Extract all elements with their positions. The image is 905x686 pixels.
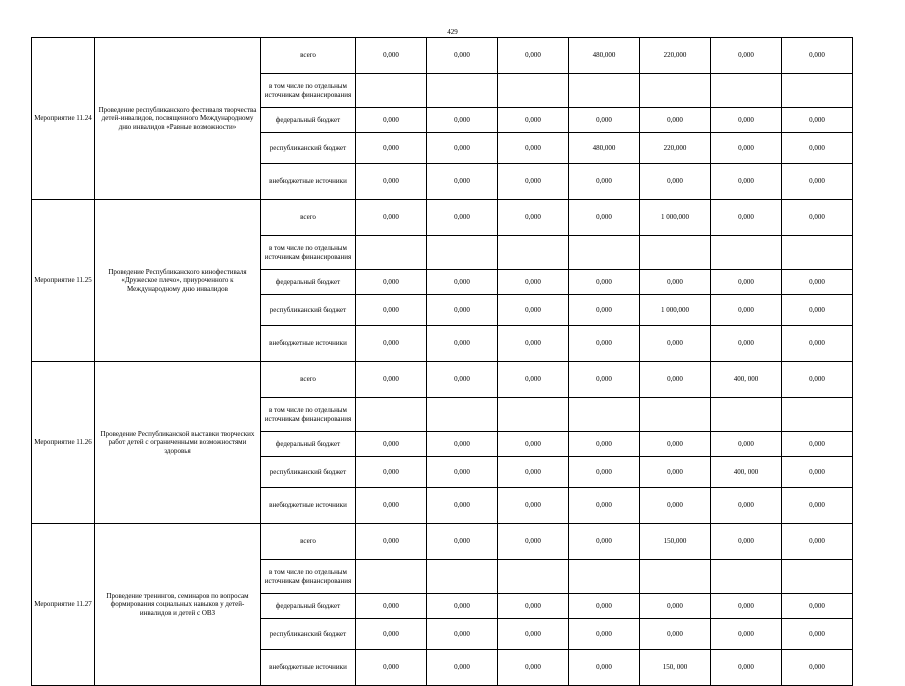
funding-source-label: республиканский бюджет [261,457,356,488]
amount-cell: 0,000 [427,457,498,488]
amount-cell: 0,000 [498,295,569,326]
funding-source-label: всего [261,524,356,560]
funding-source-label: в том числе по отдельным источникам финансирования [261,236,356,270]
amount-cell: 0,000 [427,619,498,650]
table-row [32,200,853,236]
amount-cell [427,398,498,432]
amount-cell [356,560,427,594]
amount-cell: 0,000 [498,362,569,398]
amount-cell [782,398,853,432]
amount-cell: 0,000 [356,650,427,686]
event-code-cell: Мероприятие 11.25 [32,200,95,362]
amount-cell: 0,000 [427,594,498,619]
funding-source-label: республиканский бюджет [261,295,356,326]
amount-cell: 0,000 [498,164,569,200]
amount-cell: 0,000 [356,619,427,650]
amount-cell: 0,000 [782,619,853,650]
amount-cell [640,560,711,594]
amount-cell: 0,000 [640,488,711,524]
amount-cell: 0,000 [427,488,498,524]
amount-cell: 0,000 [782,488,853,524]
amount-cell: 0,000 [782,594,853,619]
amount-cell: 0,000 [711,38,782,74]
amount-cell [498,74,569,108]
amount-cell: 480,000 [569,38,640,74]
amount-cell [782,560,853,594]
amount-cell: 0,000 [356,164,427,200]
page-number: 429 [447,28,458,36]
amount-cell: 0,000 [711,619,782,650]
amount-cell: 0,000 [498,38,569,74]
funding-source-label: всего [261,362,356,398]
amount-cell: 0,000 [569,488,640,524]
amount-cell: 400, 000 [711,457,782,488]
amount-cell: 0,000 [782,650,853,686]
amount-cell: 0,000 [640,164,711,200]
amount-cell: 0,000 [356,326,427,362]
amount-cell: 0,000 [498,619,569,650]
amount-cell: 0,000 [356,133,427,164]
amount-cell: 0,000 [711,108,782,133]
amount-cell: 0,000 [569,619,640,650]
amount-cell: 0,000 [498,326,569,362]
amount-cell: 0,000 [427,650,498,686]
event-description-cell: Проведение республиканского фестиваля творчества детей-инвалидов, посвященного Международному дню инвалидов «Равные возможности» [95,38,261,200]
amount-cell: 0,000 [427,362,498,398]
amount-cell [427,560,498,594]
event-description-cell: Проведение тренингов, семинаров по вопросам формирования социальных навыков у детей-инвалидов и детей с ОВЗ [95,524,261,686]
amount-cell: 0,000 [427,524,498,560]
amount-cell [427,74,498,108]
amount-cell: 0,000 [356,38,427,74]
amount-cell: 0,000 [356,108,427,133]
amount-cell [711,560,782,594]
amount-cell [640,74,711,108]
amount-cell: 0,000 [569,362,640,398]
amount-cell [498,560,569,594]
amount-cell: 0,000 [569,524,640,560]
amount-cell: 0,000 [782,108,853,133]
amount-cell [711,74,782,108]
amount-cell [569,560,640,594]
amount-cell [711,398,782,432]
amount-cell: 1 000,000 [640,295,711,326]
event-description-cell: Проведение Республиканской выставки творческих работ детей с ограниченными возможностями здоровья [95,362,261,524]
amount-cell [569,236,640,270]
funding-table [31,37,853,686]
table-row [32,362,853,398]
amount-cell: 0,000 [427,38,498,74]
amount-cell [498,398,569,432]
amount-cell [498,236,569,270]
amount-cell: 0,000 [640,619,711,650]
amount-cell [356,398,427,432]
amount-cell: 0,000 [782,133,853,164]
amount-cell: 0,000 [640,108,711,133]
amount-cell [569,74,640,108]
amount-cell: 0,000 [356,488,427,524]
amount-cell: 0,000 [356,524,427,560]
amount-cell: 0,000 [782,524,853,560]
amount-cell: 0,000 [569,270,640,295]
amount-cell [427,236,498,270]
amount-cell: 0,000 [498,108,569,133]
funding-source-label: в том числе по отдельным источникам финансирования [261,560,356,594]
amount-cell: 0,000 [427,432,498,457]
funding-source-label: федеральный бюджет [261,270,356,295]
amount-cell: 0,000 [569,457,640,488]
amount-cell: 0,000 [498,200,569,236]
amount-cell [356,236,427,270]
amount-cell: 0,000 [711,488,782,524]
amount-cell [711,236,782,270]
amount-cell: 0,000 [356,270,427,295]
funding-table-body [32,38,853,686]
amount-cell: 0,000 [640,432,711,457]
amount-cell: 0,000 [569,200,640,236]
amount-cell: 0,000 [498,594,569,619]
amount-cell: 0,000 [782,432,853,457]
amount-cell: 0,000 [782,457,853,488]
amount-cell [640,236,711,270]
event-code-cell: Мероприятие 11.26 [32,362,95,524]
funding-source-label: в том числе по отдельным источникам финансирования [261,74,356,108]
funding-source-label: внебюджетные источники [261,650,356,686]
amount-cell: 0,000 [356,457,427,488]
amount-cell: 0,000 [498,270,569,295]
amount-cell: 0,000 [782,200,853,236]
amount-cell: 0,000 [711,594,782,619]
table-row [32,524,853,560]
funding-source-label: внебюджетные источники [261,488,356,524]
amount-cell: 0,000 [640,362,711,398]
funding-source-label: в том числе по отдельным источникам финансирования [261,398,356,432]
amount-cell: 0,000 [427,270,498,295]
amount-cell: 0,000 [711,524,782,560]
amount-cell: 0,000 [711,133,782,164]
amount-cell: 0,000 [427,108,498,133]
amount-cell: 0,000 [782,270,853,295]
amount-cell: 220,000 [640,38,711,74]
amount-cell: 0,000 [569,164,640,200]
amount-cell: 0,000 [427,295,498,326]
funding-source-label: республиканский бюджет [261,133,356,164]
amount-cell: 0,000 [569,295,640,326]
funding-source-label: всего [261,200,356,236]
funding-source-label: внебюджетные источники [261,326,356,362]
amount-cell: 1 000,000 [640,200,711,236]
amount-cell: 0,000 [711,432,782,457]
amount-cell [569,398,640,432]
funding-source-label: республиканский бюджет [261,619,356,650]
amount-cell: 0,000 [427,326,498,362]
amount-cell: 0,000 [427,164,498,200]
event-code-cell: Мероприятие 11.27 [32,524,95,686]
amount-cell: 0,000 [498,133,569,164]
amount-cell: 0,000 [569,108,640,133]
amount-cell: 0,000 [782,164,853,200]
amount-cell: 0,000 [640,326,711,362]
funding-source-label: федеральный бюджет [261,432,356,457]
amount-cell: 0,000 [711,295,782,326]
amount-cell: 0,000 [782,295,853,326]
amount-cell: 0,000 [782,38,853,74]
amount-cell: 0,000 [782,326,853,362]
funding-source-label: внебюджетные источники [261,164,356,200]
amount-cell: 0,000 [569,650,640,686]
amount-cell: 0,000 [356,362,427,398]
amount-cell: 150, 000 [640,650,711,686]
amount-cell [782,74,853,108]
table-row [32,38,853,74]
amount-cell: 0,000 [498,432,569,457]
amount-cell: 0,000 [640,594,711,619]
amount-cell: 0,000 [711,200,782,236]
amount-cell: 400, 000 [711,362,782,398]
amount-cell: 0,000 [498,650,569,686]
amount-cell: 0,000 [782,362,853,398]
amount-cell: 0,000 [569,432,640,457]
funding-source-label: федеральный бюджет [261,594,356,619]
amount-cell: 0,000 [640,457,711,488]
amount-cell [782,236,853,270]
amount-cell [356,74,427,108]
amount-cell: 0,000 [569,594,640,619]
amount-cell: 480,000 [569,133,640,164]
amount-cell: 0,000 [498,488,569,524]
amount-cell: 0,000 [711,650,782,686]
funding-source-label: федеральный бюджет [261,108,356,133]
event-code-cell: Мероприятие 11.24 [32,38,95,200]
amount-cell: 0,000 [356,295,427,326]
event-description-cell: Проведение Республиканского кинофестиваля «Дружеское плечо», приуроченного к Международному дню инвалидов [95,200,261,362]
amount-cell: 0,000 [427,200,498,236]
amount-cell: 0,000 [356,432,427,457]
amount-cell: 0,000 [356,200,427,236]
amount-cell: 0,000 [427,133,498,164]
amount-cell: 0,000 [711,270,782,295]
amount-cell: 0,000 [711,164,782,200]
amount-cell [640,398,711,432]
amount-cell: 0,000 [356,594,427,619]
amount-cell: 0,000 [569,326,640,362]
amount-cell: 150,000 [640,524,711,560]
amount-cell: 220,000 [640,133,711,164]
amount-cell: 0,000 [498,457,569,488]
amount-cell: 0,000 [640,270,711,295]
amount-cell: 0,000 [498,524,569,560]
amount-cell: 0,000 [711,326,782,362]
funding-source-label: всего [261,38,356,74]
